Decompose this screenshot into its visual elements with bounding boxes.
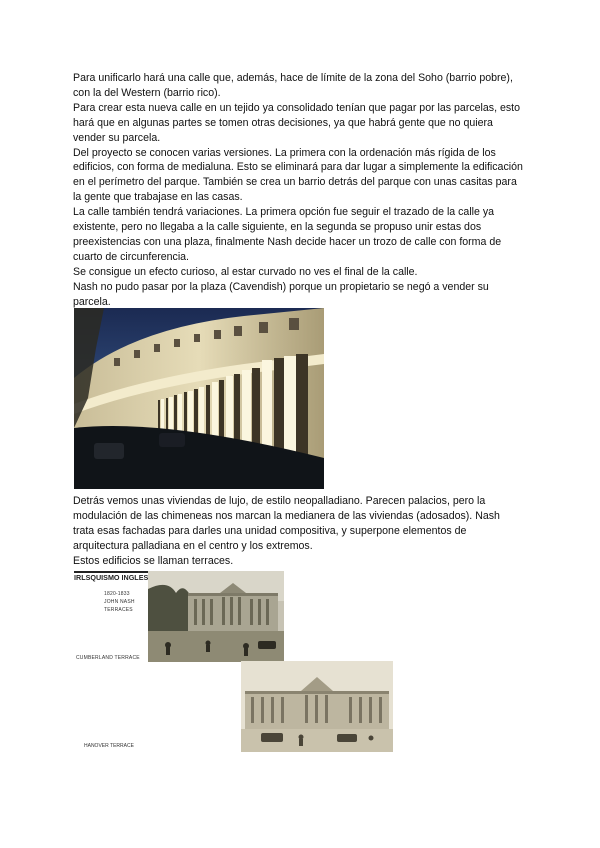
- paragraph: Detrás vemos unas viviendas de lujo, de estilo neopalladiano. Parecen palacios, pero la modulación de las chimeneas nos marcan la medianera de las viviendas (adosados). Nash trata esas fachadas para darles una unidad compositiva, y superpone elementos de arquitectura palladiana en el centro y los extremos.: [73, 495, 500, 552]
- panel-caption: CUMBERLAND TERRACE: [76, 655, 140, 661]
- text-block-top: [73, 71, 523, 310]
- hanover-print-illustration: [241, 661, 393, 752]
- panel-subtitle: JOHN NASH: [104, 599, 135, 605]
- text-block-bottom: [73, 494, 523, 569]
- crescent-photo-illustration: [74, 308, 324, 489]
- paragraph: Para unificarlo hará una calle que, además, hace de límite de la zona del Soho (barrio pobre), con la del Western (barrio rico).: [73, 72, 513, 99]
- crescent-photo: [74, 308, 324, 489]
- panel-title: IRLSQUISMO INGLES: [74, 573, 149, 582]
- cumberland-print-illustration: [148, 571, 284, 662]
- panel-years: 1820-1833: [104, 591, 130, 597]
- hanover-terrace-print: [241, 661, 393, 752]
- paragraph: Para crear esta nueva calle en un tejido ya consolidado tenían que pagar por las parcelas, esto hará que en algunas partes se tomen otras decisiones, ya que habrá gente que no quiera vender su parcela.: [73, 101, 520, 144]
- paragraph: La calle también tendrá variaciones. La primera opción fue seguir el trazado de la calle ya existente, pero no llegaba a la calle siguiente, en la segunda se propuso unir estas dos preexistencias con una plaza, finalmente Nash decide hacer un trozo de calle con forma de cuarto de circunferencia.: [73, 206, 502, 263]
- panel-subtitle: TERRACES: [104, 607, 133, 613]
- hanover-caption: HANOVER TERRACE: [84, 743, 134, 749]
- paragraph: Del proyecto se conocen varias versiones. La primera con la ordenación más rígida de los edificios, con forma de medialuna. Esto se eliminará para dar lugar a simplemente la edificación en el perímetro del parque. También se crea un barrio detrás del parque con unas casitas para la gente que trabajase en las casas.: [73, 146, 523, 204]
- paragraph: Se consigue un efecto curioso, al estar curvado no ves el final de la calle.: [73, 265, 418, 278]
- paragraph: Nash no pudo pasar por la plaza (Cavendish) porque un propietario se negó a vender su parcela.: [73, 280, 489, 308]
- cumberland-terrace-print: [148, 571, 284, 662]
- print-title-panel: [74, 571, 150, 661]
- paragraph: Estos edificios se llaman terraces.: [73, 554, 234, 567]
